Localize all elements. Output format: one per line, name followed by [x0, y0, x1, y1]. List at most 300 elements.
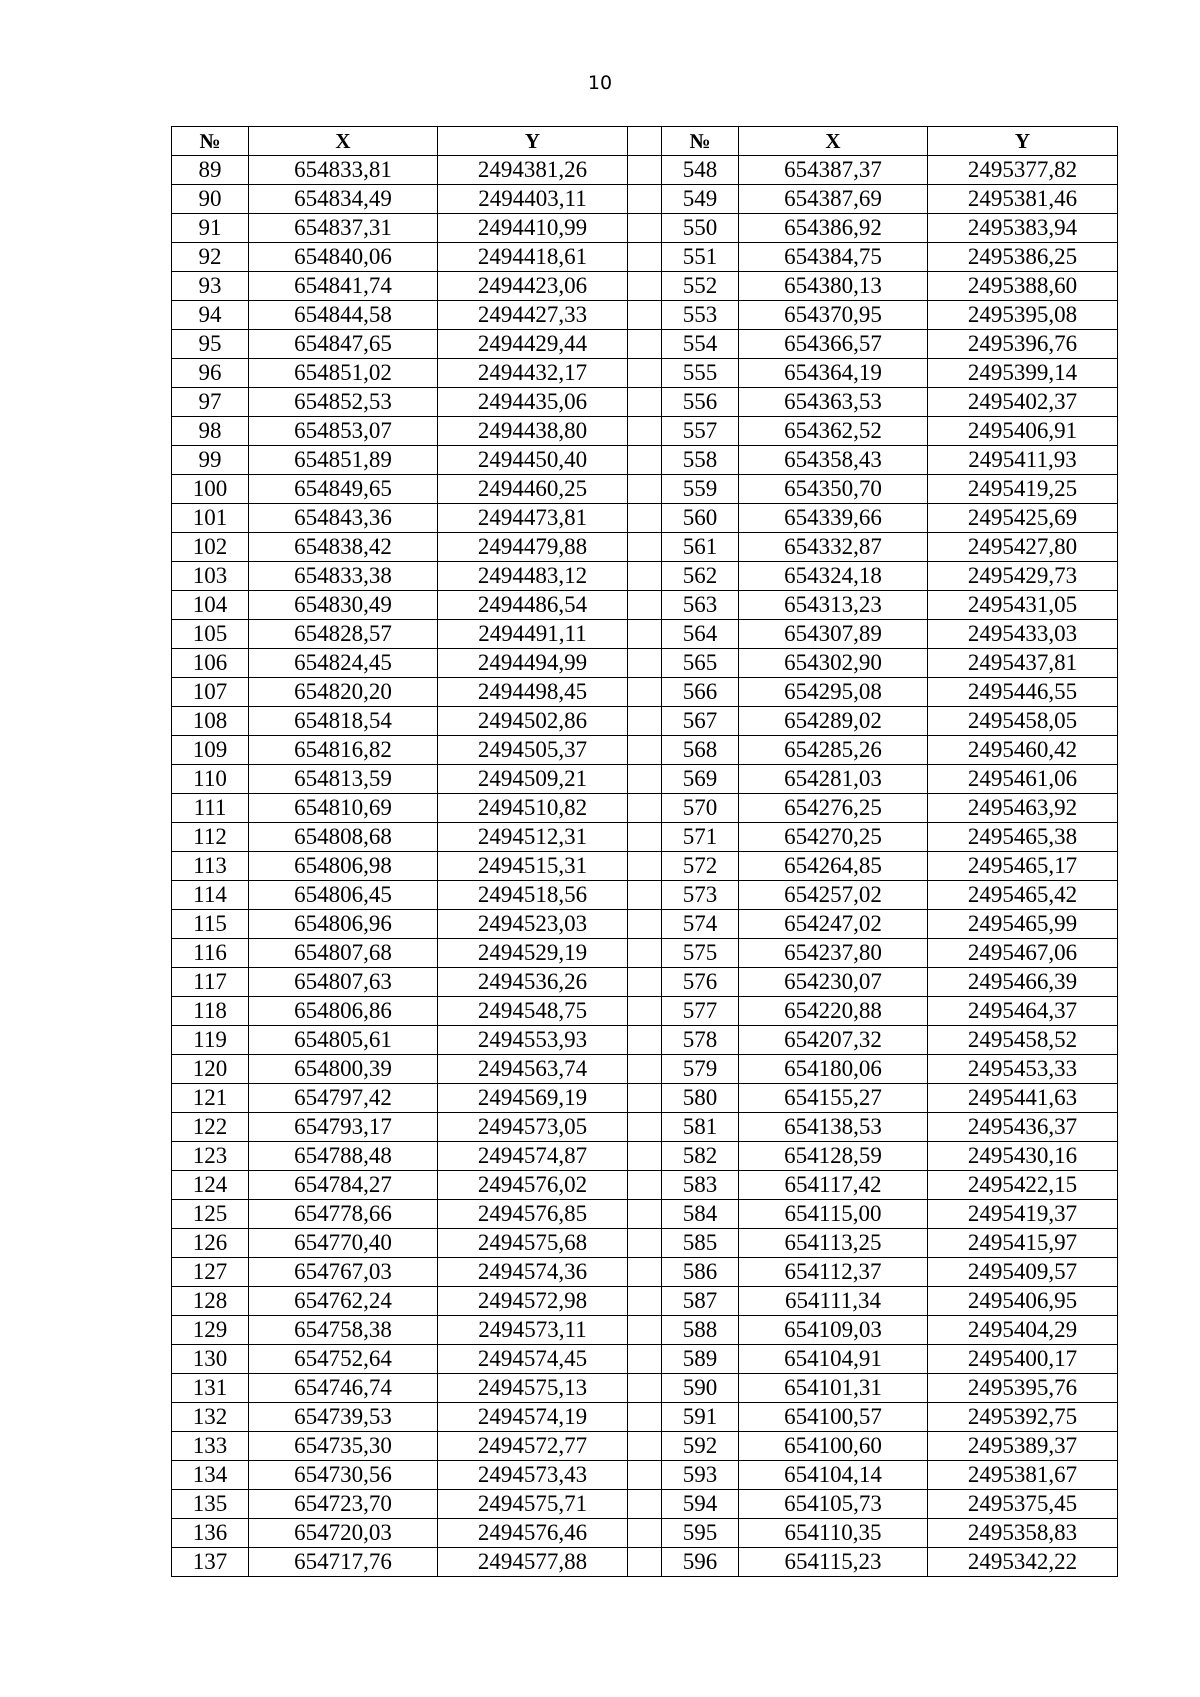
cell-number-left: 108 [172, 707, 249, 736]
cell-x-left: 654807,63 [249, 968, 438, 997]
header-y-left: Y [438, 127, 628, 156]
cell-spacer [628, 852, 662, 881]
cell-y-left: 2494576,46 [438, 1519, 628, 1548]
cell-number-right: 580 [662, 1084, 739, 1113]
table-row [172, 1461, 1118, 1490]
cell-spacer [628, 446, 662, 475]
table-row [172, 1490, 1118, 1519]
cell-spacer [628, 301, 662, 330]
table-row [172, 1316, 1118, 1345]
cell-x-right: 654313,23 [739, 591, 928, 620]
cell-x-right: 654380,13 [739, 272, 928, 301]
cell-number-right: 588 [662, 1316, 739, 1345]
table-row [172, 1142, 1118, 1171]
cell-number-right: 552 [662, 272, 739, 301]
cell-y-left: 2494577,88 [438, 1548, 628, 1577]
cell-x-right: 654358,43 [739, 446, 928, 475]
cell-y-left: 2494494,99 [438, 649, 628, 678]
cell-spacer [628, 620, 662, 649]
cell-number-left: 94 [172, 301, 249, 330]
cell-number-left: 137 [172, 1548, 249, 1577]
cell-number-left: 131 [172, 1374, 249, 1403]
cell-y-right: 2495458,52 [928, 1026, 1118, 1055]
cell-x-left: 654851,02 [249, 359, 438, 388]
cell-x-left: 654838,42 [249, 533, 438, 562]
cell-x-left: 654830,49 [249, 591, 438, 620]
cell-y-right: 2495386,25 [928, 243, 1118, 272]
cell-x-right: 654264,85 [739, 852, 928, 881]
cell-x-right: 654285,26 [739, 736, 928, 765]
cell-number-right: 562 [662, 562, 739, 591]
cell-y-left: 2494575,13 [438, 1374, 628, 1403]
cell-number-left: 128 [172, 1287, 249, 1316]
cell-x-right: 654104,91 [739, 1345, 928, 1374]
cell-spacer [628, 1461, 662, 1490]
cell-number-left: 135 [172, 1490, 249, 1519]
cell-y-left: 2494491,11 [438, 620, 628, 649]
cell-y-left: 2494523,03 [438, 910, 628, 939]
cell-x-right: 654295,08 [739, 678, 928, 707]
cell-y-left: 2494479,88 [438, 533, 628, 562]
table-row [172, 1374, 1118, 1403]
cell-number-left: 101 [172, 504, 249, 533]
cell-y-left: 2494427,33 [438, 301, 628, 330]
cell-spacer [628, 1229, 662, 1258]
cell-number-right: 581 [662, 1113, 739, 1142]
cell-x-left: 654853,07 [249, 417, 438, 446]
cell-x-left: 654805,61 [249, 1026, 438, 1055]
cell-number-left: 96 [172, 359, 249, 388]
cell-y-right: 2495381,46 [928, 185, 1118, 214]
cell-number-left: 90 [172, 185, 249, 214]
cell-y-right: 2495460,42 [928, 736, 1118, 765]
cell-x-left: 654820,20 [249, 678, 438, 707]
cell-x-left: 654833,38 [249, 562, 438, 591]
cell-y-right: 2495431,05 [928, 591, 1118, 620]
table-row [172, 852, 1118, 881]
header-spacer [628, 127, 662, 156]
cell-x-right: 654362,52 [739, 417, 928, 446]
cell-x-left: 654720,03 [249, 1519, 438, 1548]
cell-y-right: 2495415,97 [928, 1229, 1118, 1258]
cell-x-left: 654762,24 [249, 1287, 438, 1316]
table-row [172, 591, 1118, 620]
table-row [172, 765, 1118, 794]
cell-number-right: 577 [662, 997, 739, 1026]
cell-spacer [628, 1171, 662, 1200]
cell-number-right: 565 [662, 649, 739, 678]
page-number: 10 [587, 72, 613, 94]
table-row [172, 1200, 1118, 1229]
table-header-row [172, 127, 1118, 156]
cell-x-left: 654793,17 [249, 1113, 438, 1142]
cell-x-left: 654844,58 [249, 301, 438, 330]
cell-number-left: 133 [172, 1432, 249, 1461]
cell-number-left: 123 [172, 1142, 249, 1171]
cell-x-right: 654350,70 [739, 475, 928, 504]
cell-y-left: 2494509,21 [438, 765, 628, 794]
cell-number-right: 548 [662, 156, 739, 185]
table-row [172, 620, 1118, 649]
cell-number-right: 582 [662, 1142, 739, 1171]
table-row [172, 533, 1118, 562]
cell-y-left: 2494573,43 [438, 1461, 628, 1490]
cell-number-right: 554 [662, 330, 739, 359]
cell-number-left: 92 [172, 243, 249, 272]
cell-y-right: 2495406,91 [928, 417, 1118, 446]
header-x-right: X [739, 127, 928, 156]
cell-number-left: 102 [172, 533, 249, 562]
cell-spacer [628, 1316, 662, 1345]
cell-y-right: 2495377,82 [928, 156, 1118, 185]
cell-x-left: 654833,81 [249, 156, 438, 185]
cell-x-right: 654247,02 [739, 910, 928, 939]
cell-spacer [628, 272, 662, 301]
cell-y-right: 2495411,93 [928, 446, 1118, 475]
cell-x-right: 654276,25 [739, 794, 928, 823]
cell-y-right: 2495396,76 [928, 330, 1118, 359]
cell-x-left: 654847,65 [249, 330, 438, 359]
cell-number-left: 122 [172, 1113, 249, 1142]
cell-y-right: 2495389,37 [928, 1432, 1118, 1461]
header-number-right: № [662, 127, 739, 156]
cell-y-left: 2494574,87 [438, 1142, 628, 1171]
cell-x-right: 654109,03 [739, 1316, 928, 1345]
cell-y-left: 2494403,11 [438, 185, 628, 214]
cell-y-right: 2495465,42 [928, 881, 1118, 910]
cell-y-left: 2494572,98 [438, 1287, 628, 1316]
cell-x-right: 654281,03 [739, 765, 928, 794]
cell-y-right: 2495465,99 [928, 910, 1118, 939]
table-row [172, 185, 1118, 214]
table-row [172, 1055, 1118, 1084]
cell-spacer [628, 417, 662, 446]
cell-x-left: 654806,86 [249, 997, 438, 1026]
cell-y-right: 2495409,57 [928, 1258, 1118, 1287]
cell-number-right: 579 [662, 1055, 739, 1084]
cell-spacer [628, 504, 662, 533]
cell-spacer [628, 1258, 662, 1287]
cell-spacer [628, 1142, 662, 1171]
cell-y-right: 2495406,95 [928, 1287, 1118, 1316]
cell-spacer [628, 939, 662, 968]
cell-spacer [628, 1519, 662, 1548]
cell-x-right: 654207,32 [739, 1026, 928, 1055]
table-row [172, 649, 1118, 678]
cell-spacer [628, 997, 662, 1026]
cell-x-left: 654797,42 [249, 1084, 438, 1113]
cell-number-left: 117 [172, 968, 249, 997]
cell-number-right: 558 [662, 446, 739, 475]
cell-x-right: 654113,25 [739, 1229, 928, 1258]
cell-number-right: 566 [662, 678, 739, 707]
cell-number-right: 569 [662, 765, 739, 794]
cell-x-left: 654739,53 [249, 1403, 438, 1432]
cell-number-right: 591 [662, 1403, 739, 1432]
header-y-right: Y [928, 127, 1118, 156]
cell-y-right: 2495465,17 [928, 852, 1118, 881]
cell-number-left: 97 [172, 388, 249, 417]
cell-x-right: 654339,66 [739, 504, 928, 533]
cell-number-right: 551 [662, 243, 739, 272]
cell-number-left: 109 [172, 736, 249, 765]
cell-number-right: 593 [662, 1461, 739, 1490]
cell-spacer [628, 968, 662, 997]
cell-y-left: 2494529,19 [438, 939, 628, 968]
table-row [172, 272, 1118, 301]
cell-y-left: 2494435,06 [438, 388, 628, 417]
cell-y-right: 2495342,22 [928, 1548, 1118, 1577]
table-row [172, 1519, 1118, 1548]
cell-x-left: 654841,74 [249, 272, 438, 301]
cell-x-right: 654370,95 [739, 301, 928, 330]
cell-number-left: 99 [172, 446, 249, 475]
cell-y-right: 2495463,92 [928, 794, 1118, 823]
cell-y-right: 2495404,29 [928, 1316, 1118, 1345]
cell-spacer [628, 475, 662, 504]
cell-number-right: 573 [662, 881, 739, 910]
cell-x-left: 654834,49 [249, 185, 438, 214]
cell-spacer [628, 1432, 662, 1461]
cell-y-right: 2495422,15 [928, 1171, 1118, 1200]
cell-y-left: 2494505,37 [438, 736, 628, 765]
cell-x-right: 654220,88 [739, 997, 928, 1026]
cell-x-left: 654818,54 [249, 707, 438, 736]
cell-number-right: 567 [662, 707, 739, 736]
table-row [172, 388, 1118, 417]
cell-y-left: 2494418,61 [438, 243, 628, 272]
cell-y-right: 2495402,37 [928, 388, 1118, 417]
table-row [172, 156, 1118, 185]
cell-y-right: 2495467,06 [928, 939, 1118, 968]
cell-spacer [628, 910, 662, 939]
cell-x-right: 654101,31 [739, 1374, 928, 1403]
cell-x-left: 654810,69 [249, 794, 438, 823]
cell-number-left: 118 [172, 997, 249, 1026]
cell-number-right: 556 [662, 388, 739, 417]
table-row [172, 1432, 1118, 1461]
cell-spacer [628, 765, 662, 794]
cell-x-right: 654257,02 [739, 881, 928, 910]
cell-spacer [628, 156, 662, 185]
table-row [172, 330, 1118, 359]
cell-y-left: 2494410,99 [438, 214, 628, 243]
table-body [172, 156, 1118, 1577]
cell-number-right: 576 [662, 968, 739, 997]
cell-number-right: 590 [662, 1374, 739, 1403]
cell-x-left: 654806,45 [249, 881, 438, 910]
cell-y-left: 2494502,86 [438, 707, 628, 736]
cell-x-left: 654849,65 [249, 475, 438, 504]
cell-y-right: 2495441,63 [928, 1084, 1118, 1113]
cell-number-left: 107 [172, 678, 249, 707]
cell-x-left: 654824,45 [249, 649, 438, 678]
cell-y-left: 2494573,05 [438, 1113, 628, 1142]
cell-number-left: 95 [172, 330, 249, 359]
cell-y-right: 2495395,76 [928, 1374, 1118, 1403]
cell-spacer [628, 1403, 662, 1432]
cell-x-right: 654180,06 [739, 1055, 928, 1084]
cell-y-left: 2494536,26 [438, 968, 628, 997]
table-row [172, 1345, 1118, 1374]
cell-y-left: 2494576,02 [438, 1171, 628, 1200]
cell-spacer [628, 359, 662, 388]
coordinates-table [171, 126, 1118, 1577]
cell-number-right: 584 [662, 1200, 739, 1229]
cell-y-left: 2494576,85 [438, 1200, 628, 1229]
cell-x-left: 654723,70 [249, 1490, 438, 1519]
cell-x-left: 654816,82 [249, 736, 438, 765]
cell-x-left: 654746,74 [249, 1374, 438, 1403]
cell-number-left: 124 [172, 1171, 249, 1200]
cell-y-left: 2494429,44 [438, 330, 628, 359]
cell-number-left: 132 [172, 1403, 249, 1432]
cell-number-right: 564 [662, 620, 739, 649]
cell-number-left: 115 [172, 910, 249, 939]
cell-spacer [628, 1374, 662, 1403]
table-row [172, 1258, 1118, 1287]
cell-y-right: 2495388,60 [928, 272, 1118, 301]
table-row [172, 707, 1118, 736]
table-row [172, 562, 1118, 591]
cell-x-right: 654366,57 [739, 330, 928, 359]
cell-y-right: 2495464,37 [928, 997, 1118, 1026]
cell-x-left: 654806,96 [249, 910, 438, 939]
cell-y-right: 2495465,38 [928, 823, 1118, 852]
table-row [172, 1287, 1118, 1316]
table-row [172, 1171, 1118, 1200]
cell-x-right: 654324,18 [739, 562, 928, 591]
cell-y-left: 2494515,31 [438, 852, 628, 881]
cell-spacer [628, 1084, 662, 1113]
cell-y-left: 2494553,93 [438, 1026, 628, 1055]
cell-x-right: 654155,27 [739, 1084, 928, 1113]
cell-x-right: 654289,02 [739, 707, 928, 736]
cell-y-left: 2494438,80 [438, 417, 628, 446]
cell-x-right: 654110,35 [739, 1519, 928, 1548]
cell-y-right: 2495375,45 [928, 1490, 1118, 1519]
cell-spacer [628, 1287, 662, 1316]
cell-number-left: 116 [172, 939, 249, 968]
cell-y-right: 2495395,08 [928, 301, 1118, 330]
cell-spacer [628, 562, 662, 591]
cell-x-right: 654384,75 [739, 243, 928, 272]
cell-x-right: 654117,42 [739, 1171, 928, 1200]
cell-y-left: 2494574,19 [438, 1403, 628, 1432]
cell-number-left: 125 [172, 1200, 249, 1229]
table-row [172, 446, 1118, 475]
cell-spacer [628, 678, 662, 707]
cell-spacer [628, 736, 662, 765]
cell-y-left: 2494510,82 [438, 794, 628, 823]
cell-y-right: 2495466,39 [928, 968, 1118, 997]
cell-number-left: 112 [172, 823, 249, 852]
cell-x-right: 654364,19 [739, 359, 928, 388]
cell-x-right: 654128,59 [739, 1142, 928, 1171]
cell-x-left: 654778,66 [249, 1200, 438, 1229]
cell-spacer [628, 214, 662, 243]
cell-number-right: 570 [662, 794, 739, 823]
cell-number-left: 89 [172, 156, 249, 185]
header-x-left: X [249, 127, 438, 156]
cell-number-left: 129 [172, 1316, 249, 1345]
cell-x-left: 654767,03 [249, 1258, 438, 1287]
cell-x-right: 654115,00 [739, 1200, 928, 1229]
table-row [172, 359, 1118, 388]
cell-y-right: 2495453,33 [928, 1055, 1118, 1084]
cell-spacer [628, 794, 662, 823]
cell-spacer [628, 707, 662, 736]
cell-spacer [628, 1026, 662, 1055]
cell-number-left: 130 [172, 1345, 249, 1374]
cell-number-right: 560 [662, 504, 739, 533]
cell-number-right: 553 [662, 301, 739, 330]
cell-number-right: 594 [662, 1490, 739, 1519]
cell-y-right: 2495381,67 [928, 1461, 1118, 1490]
cell-spacer [628, 1490, 662, 1519]
cell-x-right: 654386,92 [739, 214, 928, 243]
cell-number-left: 119 [172, 1026, 249, 1055]
cell-x-right: 654115,23 [739, 1548, 928, 1577]
cell-y-right: 2495429,73 [928, 562, 1118, 591]
cell-number-left: 114 [172, 881, 249, 910]
cell-y-right: 2495383,94 [928, 214, 1118, 243]
cell-y-left: 2494518,56 [438, 881, 628, 910]
cell-number-right: 595 [662, 1519, 739, 1548]
cell-y-right: 2495430,16 [928, 1142, 1118, 1171]
table-row [172, 475, 1118, 504]
table-row [172, 1113, 1118, 1142]
cell-y-left: 2494548,75 [438, 997, 628, 1026]
cell-number-right: 555 [662, 359, 739, 388]
cell-y-left: 2494486,54 [438, 591, 628, 620]
cell-number-left: 98 [172, 417, 249, 446]
cell-x-left: 654800,39 [249, 1055, 438, 1084]
cell-x-left: 654717,76 [249, 1548, 438, 1577]
cell-x-left: 654784,27 [249, 1171, 438, 1200]
cell-x-right: 654111,34 [739, 1287, 928, 1316]
cell-x-right: 654104,14 [739, 1461, 928, 1490]
cell-x-right: 654332,87 [739, 533, 928, 562]
cell-y-left: 2494569,19 [438, 1084, 628, 1113]
cell-y-right: 2495458,05 [928, 707, 1118, 736]
cell-spacer [628, 243, 662, 272]
header-number-left: № [172, 127, 249, 156]
cell-number-left: 105 [172, 620, 249, 649]
cell-x-right: 654387,69 [739, 185, 928, 214]
cell-y-left: 2494574,45 [438, 1345, 628, 1374]
cell-y-right: 2495392,75 [928, 1403, 1118, 1432]
cell-x-right: 654100,60 [739, 1432, 928, 1461]
cell-y-left: 2494574,36 [438, 1258, 628, 1287]
cell-x-left: 654788,48 [249, 1142, 438, 1171]
cell-x-left: 654813,59 [249, 765, 438, 794]
cell-spacer [628, 1548, 662, 1577]
cell-y-right: 2495437,81 [928, 649, 1118, 678]
table-row [172, 417, 1118, 446]
table-row [172, 678, 1118, 707]
cell-x-left: 654735,30 [249, 1432, 438, 1461]
cell-y-left: 2494512,31 [438, 823, 628, 852]
cell-y-right: 2495433,03 [928, 620, 1118, 649]
cell-number-right: 559 [662, 475, 739, 504]
cell-spacer [628, 591, 662, 620]
cell-number-left: 127 [172, 1258, 249, 1287]
cell-spacer [628, 185, 662, 214]
cell-number-left: 111 [172, 794, 249, 823]
cell-number-right: 587 [662, 1287, 739, 1316]
cell-y-right: 2495461,06 [928, 765, 1118, 794]
